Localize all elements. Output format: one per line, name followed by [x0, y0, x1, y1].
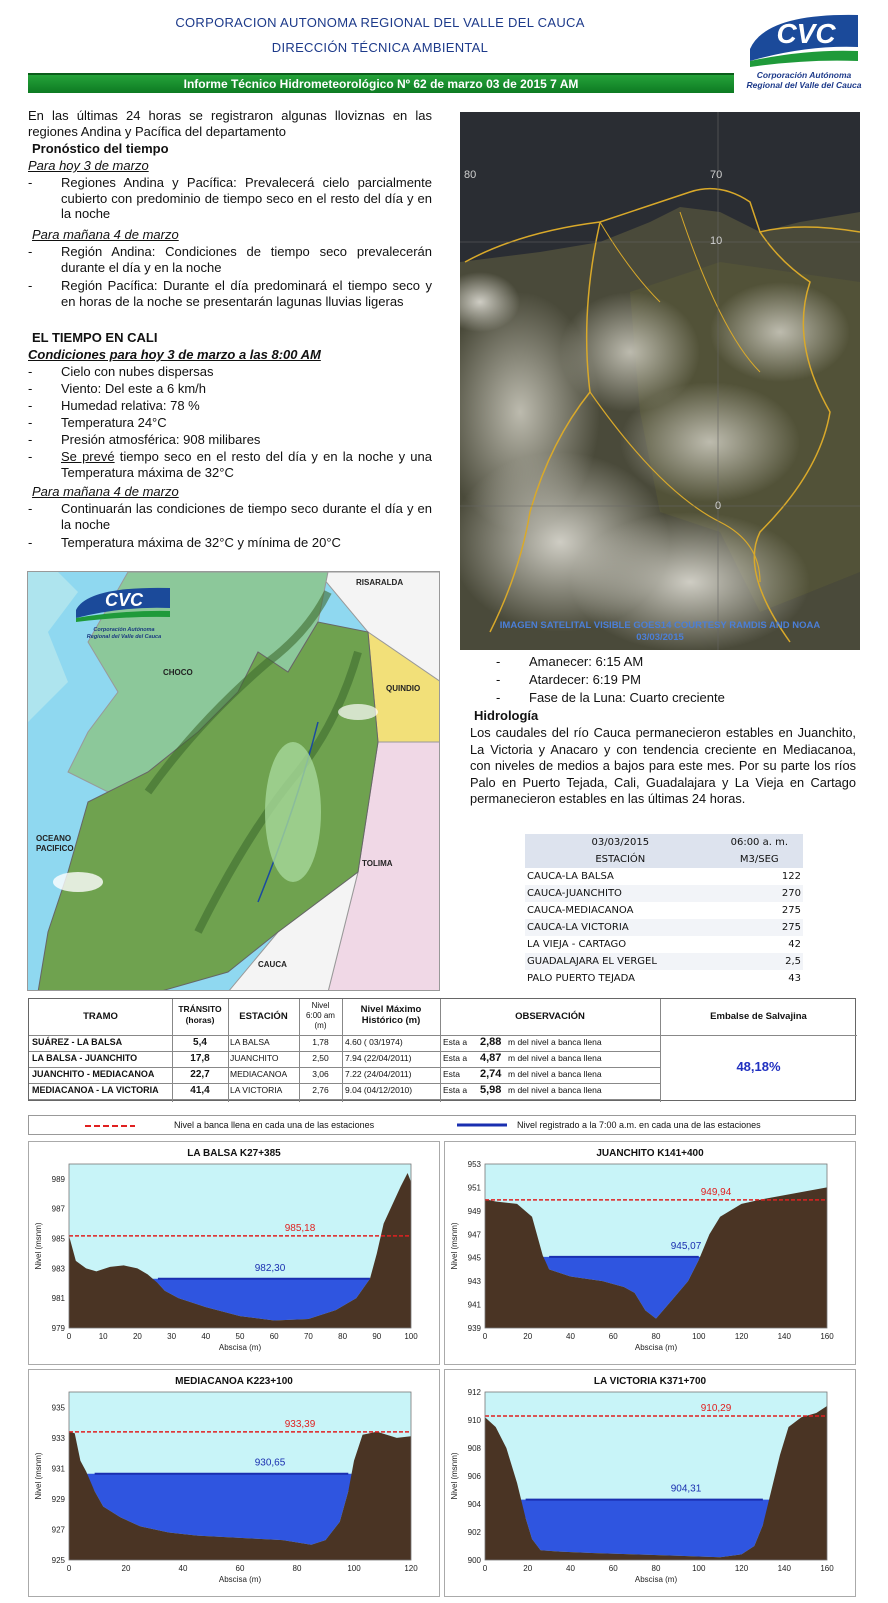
y-tick-label: 979: [51, 1324, 65, 1333]
banca-label: 933,39: [284, 1418, 316, 1430]
x-tick-label: 20: [523, 1332, 533, 1341]
y-tick-label: 908: [467, 1444, 481, 1453]
x-tick-label: 140: [777, 1564, 791, 1573]
legend-red-line: [85, 1124, 135, 1128]
manana-label: Para mañana 4 de marzo: [32, 227, 179, 242]
map-label: OCEANO PACIFICO: [36, 834, 74, 853]
x-tick-label: 60: [235, 1564, 245, 1573]
table-cell: 03/03/2015: [525, 834, 716, 851]
y-tick-label: 983: [51, 1264, 65, 1274]
nivel-label: 930,65: [254, 1457, 286, 1469]
y-tick-label: 953: [467, 1160, 481, 1169]
table-cell: ESTACIÓN: [525, 851, 716, 868]
x-tick-label: 60: [269, 1332, 279, 1341]
y-tick-label: 933: [51, 1433, 65, 1443]
valle-map: [27, 571, 440, 991]
chart-mediacanoa: MEDIACANOA K223+100 933,39 930,65 0 20 40 60 80 100 120 925 927 929 931 933 935 Abscisa (m) Nivel (msnm): [28, 1369, 440, 1597]
x-axis-label: Abscisa (m): [634, 1575, 678, 1584]
y-axis-label: Nivel (msnm): [34, 1452, 43, 1500]
x-tick-label: 100: [692, 1332, 706, 1341]
chart-legend: [28, 1115, 856, 1135]
list-item: - Se prevé tiempo seco en el resto del día y en la noche y una Temperatura máxima de 32°C: [28, 449, 432, 480]
x-tick-label: 40: [178, 1564, 188, 1573]
x-tick-label: 160: [820, 1332, 834, 1341]
banca-label: 985,18: [284, 1222, 316, 1234]
list-item: - Humedad relativa: 78 %: [28, 398, 200, 413]
logo-subtitle: Corporación Autónoma Regional del Valle del Cauca: [746, 70, 862, 90]
x-tick-label: 0: [66, 1564, 72, 1573]
x-axis-label: Abscisa (m): [634, 1343, 678, 1352]
legend-red-text: Nivel a banca llena en cada una de las estaciones: [174, 1120, 375, 1130]
tramos-table: [28, 998, 856, 1101]
banca-label: 949,94: [700, 1186, 732, 1198]
list-item: - Atardecer: 6:19 PM: [496, 672, 641, 687]
x-tick-label: 100: [347, 1564, 361, 1573]
list-item: - Viento: Del este a 6 km/h: [28, 381, 207, 396]
y-tick-label: 906: [467, 1472, 481, 1481]
dept-title: DIRECCIÓN TÉCNICA AMBIENTAL: [271, 40, 489, 55]
x-tick-label: 10: [98, 1332, 108, 1341]
list-item: - Temperatura 24°C: [28, 415, 167, 430]
svg-text:Regional del Valle del Cauca: Regional del Valle del Cauca: [86, 634, 162, 640]
x-tick-label: 80: [338, 1332, 348, 1341]
table-row: CAUCA-LA VICTORIA 275: [525, 919, 803, 936]
col-header: TRÁNSITO (horas): [178, 1004, 222, 1025]
map-label: RISARALDA: [356, 578, 404, 587]
y-tick-label: 987: [51, 1204, 65, 1214]
x-tick-label: 100: [692, 1564, 706, 1573]
x-tick-label: 60: [608, 1564, 618, 1573]
y-tick-label: 981: [51, 1294, 65, 1304]
x-tick-label: 0: [482, 1564, 488, 1573]
y-tick-label: 985: [51, 1234, 65, 1244]
col-header: Embalse de Salvajina: [710, 1011, 807, 1022]
y-tick-label: 935: [51, 1403, 65, 1413]
col-header: TRAMO: [83, 1011, 118, 1022]
y-tick-label: 925: [51, 1556, 65, 1565]
lat-label: 0: [715, 500, 722, 512]
list-item: - Regiones Andina y Pacífica: Prevalecerá cielo parcialmente cubierto con predominio de tiempo seco en el resto del día y en la noche: [28, 175, 432, 221]
y-tick-label: 910: [467, 1416, 481, 1425]
table-row: JUANCHITO - MEDIACANOA 22,7 MEDIACANOA 3,06 7.22 (24/04/2011) Esta 2,74 m del nivel a banca llena: [32, 1068, 602, 1080]
hidrologia-title: Hidrología: [474, 708, 539, 723]
table-row: LA VIEJA - CARTAGO 42: [527, 939, 801, 950]
svg-text:Corporación Autónoma: Corporación Autónoma: [93, 627, 155, 633]
chart-la-victoria: LA VICTORIA K371+700 910,29 904,31 0 20 40 60 80 100 120 140 160 900 902 904 906 908 910 912 Abscisa (m) Nivel (msnm): [444, 1369, 856, 1597]
table-cell: 06:00 a. m.: [716, 834, 803, 851]
intro-text: En las últimas 24 horas se registraron algunas lloviznas en las regiones Andina y Pacífica del departamento: [28, 108, 432, 139]
preve-word: Se prevé: [61, 449, 115, 464]
x-tick-label: 20: [132, 1332, 142, 1341]
y-tick-label: 900: [467, 1556, 481, 1565]
y-tick-label: 904: [467, 1500, 481, 1509]
caudales-table: [525, 834, 803, 987]
map-label: CAUCA: [258, 960, 287, 969]
col-header: Nivel Máximo Histórico (m): [360, 1004, 422, 1026]
list-item: - Cielo con nubes dispersas: [28, 364, 214, 379]
x-tick-label: 80: [651, 1332, 661, 1341]
map-label: CHOCO: [163, 668, 193, 677]
x-tick-label: 70: [303, 1332, 313, 1341]
table-row: MEDIACANOA - LA VICTORIA 41,4 LA VICTORIA 2,76 9.04 (04/12/2010) Esta a 5,98 m del nivel a banca llena: [32, 1084, 602, 1096]
legend-blue-line: [457, 1122, 507, 1128]
map-label: TOLIMA: [362, 859, 393, 868]
pronostico-title: Pronóstico del tiempo: [32, 141, 169, 156]
report-banner: Informe Técnico Hidrometeorológico Nº 62 de marzo 03 de 2015 7 AM: [28, 73, 734, 93]
lat-label: 10: [710, 235, 723, 247]
embalse-value: 48,18%: [736, 1059, 781, 1074]
lon-label: 70: [710, 169, 723, 181]
y-tick-label: 902: [467, 1528, 481, 1537]
table-row: CAUCA-LA BALSA 122: [527, 871, 801, 882]
y-tick-label: 989: [51, 1174, 65, 1184]
x-axis-label: Abscisa (m): [218, 1343, 262, 1352]
table-cell: M3/SEG: [716, 851, 803, 868]
y-tick-label: 943: [467, 1277, 481, 1287]
col-header: ESTACIÓN: [239, 1011, 288, 1022]
table-row: LA BALSA - JUANCHITO 17,8 JUANCHITO 2,50 7.94 (22/04/2011) Esta a 4,87 m del nivel a banca llena: [32, 1052, 602, 1064]
y-tick-label: 931: [51, 1464, 65, 1474]
x-tick-label: 120: [734, 1564, 749, 1573]
svg-text:CVC: CVC: [104, 590, 144, 610]
table-row: CAUCA-MEDIACANOA 275: [527, 905, 801, 916]
y-tick-label: 951: [467, 1183, 481, 1193]
chart-juanchito: JUANCHITO K141+400 949,94 945,07 0 20 40 60 80 100 120 140 160 939 941 943 945 947 949 951 953 Abscisa (m) Nivel (msnm): [444, 1141, 856, 1365]
cali-manana-label: Para mañana 4 de marzo: [32, 484, 179, 499]
hoy-label: Para hoy 3 de marzo: [28, 158, 149, 173]
x-tick-label: 0: [66, 1332, 72, 1341]
x-tick-label: 120: [734, 1332, 749, 1341]
list-item: - Región Pacífica: Durante el día predominará el tiempo seco y en horas de la noche se presentarán lagunas lluvias ligeras: [28, 278, 432, 309]
list-item: - Continuarán las condiciones de tiempo seco durante el día y en la noche: [28, 501, 432, 532]
y-tick-label: 945: [467, 1253, 481, 1263]
x-tick-label: 50: [235, 1332, 245, 1341]
lon-label: 80: [464, 169, 477, 181]
nivel-label: 982,30: [254, 1262, 286, 1274]
col-header: Nivel 6:00 am (m): [306, 1001, 335, 1030]
list-item: - Fase de la Luna: Cuarto creciente: [496, 690, 725, 705]
legend-blue-text: Nivel registrado a la 7:00 a.m. en cada una de las estaciones: [517, 1120, 761, 1130]
y-tick-label: 947: [467, 1230, 481, 1240]
x-axis-label: Abscisa (m): [218, 1575, 262, 1584]
table-row: GUADALAJARA EL VERGEL 2,5: [525, 953, 803, 970]
y-tick-label: 949: [467, 1206, 481, 1216]
x-tick-label: 80: [292, 1564, 302, 1573]
cvc-logo: [746, 9, 864, 69]
x-tick-label: 40: [566, 1564, 575, 1573]
y-tick-label: 927: [51, 1525, 65, 1535]
hidrologia-text: Los caudales del río Cauca permanecieron estables en Juanchito, La Victoria y Anacaro y con tendencia creciente en Mediacanoa, con niveles de medios a bajos para este mes. Por su parte los ríos Palo en Puerto Tejada, Cali, Guadalajara y La Vieja en Cartago permanecieron estables en las últimas 24 horas.: [470, 725, 856, 806]
x-tick-label: 100: [404, 1332, 418, 1341]
x-tick-label: 20: [523, 1564, 533, 1573]
col-header: OBSERVACIÓN: [515, 1011, 585, 1022]
x-tick-label: 160: [820, 1564, 834, 1573]
x-tick-label: 40: [566, 1332, 575, 1341]
banca-label: 910,29: [700, 1402, 732, 1414]
list-item: - Temperatura máxima de 32°C y mínima de 20°C: [28, 535, 341, 550]
cali-cond-label: Condiciones para hoy 3 de marzo a las 8:00 AM: [28, 347, 321, 362]
x-tick-label: 20: [121, 1564, 131, 1573]
x-tick-label: 0: [482, 1332, 488, 1341]
map-label: QUINDIO: [386, 684, 421, 693]
x-tick-label: 30: [167, 1332, 177, 1341]
list-item: - Región Andina: Condiciones de tiempo seco prevalecerán durante el día y en la noche: [28, 244, 432, 275]
table-row: SUÁREZ - LA BALSA 5,4 LA BALSA 1,78 4.60 ( 03/1974) Esta a 2,88 m del nivel a banca llena: [32, 1036, 602, 1048]
x-tick-label: 140: [777, 1332, 791, 1341]
nivel-label: 904,31: [670, 1483, 702, 1495]
y-tick-label: 929: [51, 1494, 65, 1504]
x-tick-label: 60: [608, 1332, 618, 1341]
nivel-label: 945,07: [670, 1240, 702, 1252]
chart-la-balsa: LA BALSA K27+385 985,18 982,30 0 10 20 30 40 50 60 70 80 90 100 979 981 983 985 987 989 Abscisa (m) Nivel (msnm): [28, 1141, 440, 1365]
x-tick-label: 90: [372, 1332, 382, 1341]
y-tick-label: 939: [467, 1324, 481, 1333]
table-row: PALO PUERTO TEJADA 43: [527, 973, 801, 984]
list-item: - Amanecer: 6:15 AM: [496, 654, 644, 669]
y-tick-label: 941: [467, 1300, 481, 1310]
y-axis-label: Nivel (msnm): [450, 1222, 459, 1270]
cali-title: EL TIEMPO EN CALI: [32, 330, 158, 345]
y-tick-label: 912: [467, 1388, 481, 1397]
x-tick-label: 40: [201, 1332, 211, 1341]
list-item: - Presión atmosférica: 908 milibares: [28, 432, 261, 447]
x-tick-label: 120: [404, 1564, 418, 1573]
logo-text: CVC: [776, 18, 836, 49]
org-title: CORPORACION AUTONOMA REGIONAL DEL VALLE DEL CAUCA: [175, 15, 585, 30]
table-row: CAUCA-JUANCHITO 270: [525, 885, 803, 902]
satellite-image: [460, 112, 860, 650]
x-tick-label: 80: [651, 1564, 661, 1573]
y-axis-label: Nivel (msnm): [34, 1222, 43, 1270]
satellite-caption: IMAGEN SATELITAL VISIBLE GOES14 COURTESY RAMDIS AND NOAA 03/03/2015: [499, 620, 821, 643]
y-axis-label: Nivel (msnm): [450, 1452, 459, 1500]
